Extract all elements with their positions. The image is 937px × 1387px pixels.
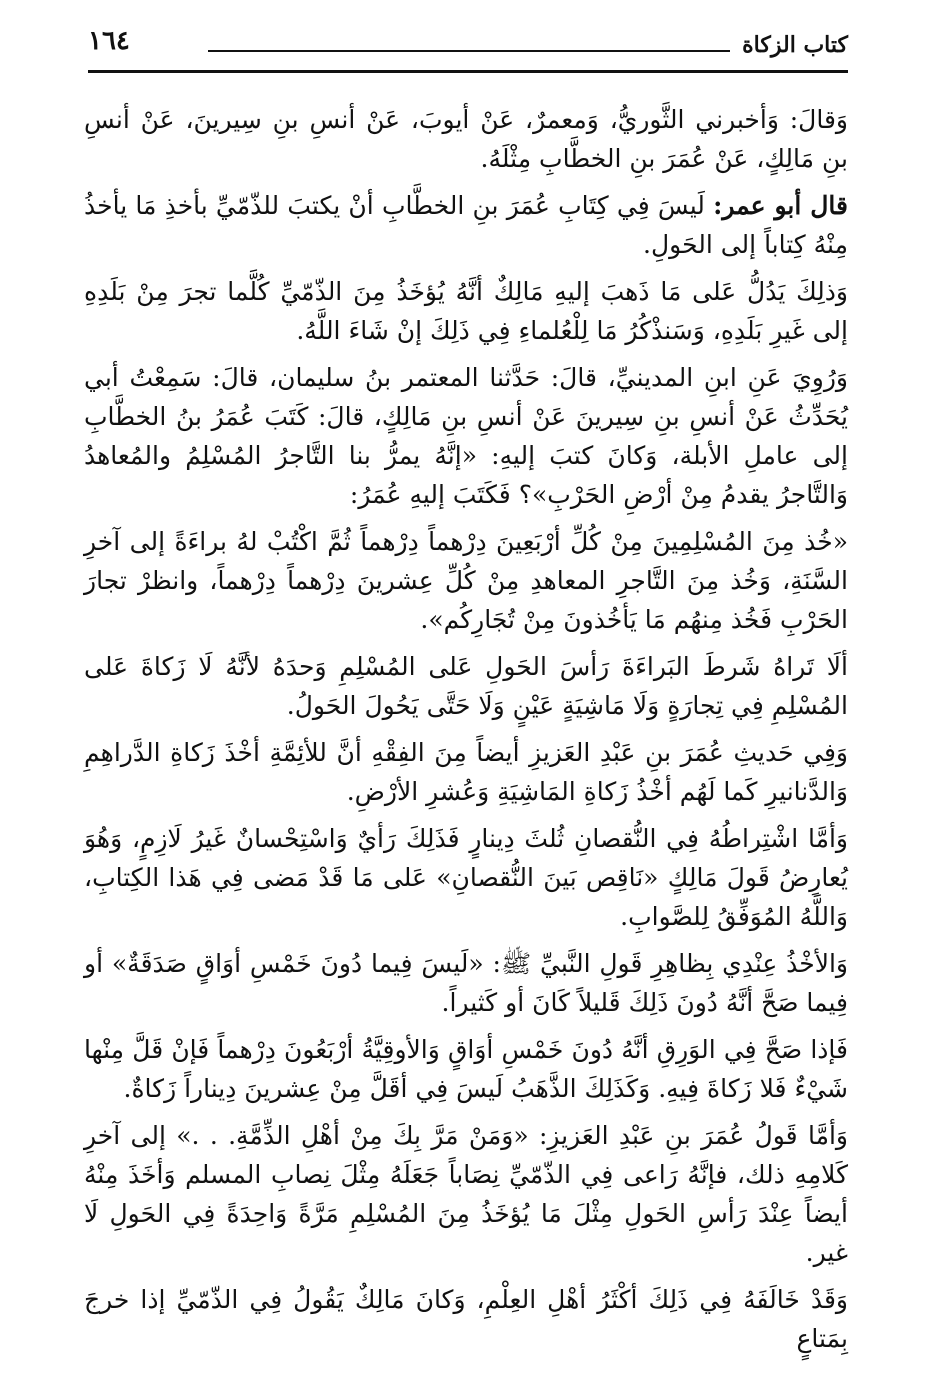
paragraph-text: وَذلِكَ يَدُلُّ عَلى مَا ذَهبَ إليهِ مَالِكٌ أنَّهُ يُؤخَذُ مِنَ الذّمّيِّ كُلَّما تجرَ مِنْ بَلَدِهِ إلى غَيرِ بَلَدِهِ، وَسَنذْكُرُ مَا لِلْعُلماءِ فِي ذَلِكَ إنْ شَاءَ اللَّهُ.: [84, 277, 848, 345]
paragraph: [84, 647, 848, 725]
paragraph: [84, 944, 848, 1022]
paragraph-text: وَأمَّا قَولُ عُمَرَ بنِ عَبْدِ العَزيزِ: «وَمَنْ مَرَّ بِكَ مِنْ أهْلِ الذِّمَّةِ. . .» إلى آخرِ كَلامِهِ ذلك، فإنَّهُ رَاعى فِي الذّمّيِّ نِصَاباً جَعَلَهُ مِثْلَ نِصابِ المسلم وَأخَذَ مِنْهُ أيضاً عِنْدَ رَأسِ الحَولِ مِثْلَ مَا يُؤخَذُ مِنَ المُسْلِمِ مَرَّةً وَاحِدَةً فِي الحَولِ لَا غير.: [84, 1121, 848, 1267]
page-number: ١٦٤: [88, 26, 130, 56]
header-rule: [88, 70, 848, 73]
paragraph-text: وَفِي حَديثِ عُمَرَ بنِ عَبْدِ العَزيزِ أيضاً مِنَ الفِقْهِ أنَّ للأئِمَّةِ أخْذَ زَكاةِ الدَّراهِمِ وَالدَّنانيرِ كَما لَهُم أخْذُ زَكاةِ المَاشِيَةِ وَعُشرِ الأرْضِ.: [84, 738, 848, 806]
body-text: [84, 100, 848, 1366]
paragraph: [84, 100, 848, 178]
paragraph: [84, 522, 848, 639]
paragraph: [84, 186, 848, 264]
paragraph-text: فَإذا صَحَّ فِي الوَرِقِ أنَّهُ دُونَ خَمْسِ أوَاقٍ وَالأوقِيَّةُ أرْبَعُونَ دِرْهماً فَإنْ قَلَّ مِنْها شَيْءٌ فَلا زَكاةَ فِيهِ. وَكَذَلِكَ الذَّهَبُ لَيسَ فِي أقَلَّ مِنْ عِشرينَ دِيناراً زَكاةٌ.: [84, 1035, 848, 1103]
paragraph: [84, 358, 848, 514]
paragraph-text: لَيسَ فِي كِتَابِ عُمَرَ بنِ الخطَّابِ أنْ يكتبَ للذّمّيِّ بأخذِ مَا يأخذُ مِنْهُ كِتاباً إلى الحَولِ.: [84, 191, 848, 259]
paragraph: [84, 733, 848, 811]
paragraph: [84, 819, 848, 936]
paragraph-lead: قال أبو عمر:: [713, 191, 848, 220]
chapter-title: كتاب الزكاة: [742, 32, 848, 58]
paragraph-text: وَأمَّا اشْتِراطُهُ فِي النُّقصانِ ثُلثَ دِينارٍ فَذَلِكَ رَأيٌ وَاسْتِحْسانٌ غَيرُ لَازِمٍ، وَهُوَ يُعارِضُ قَولَ مَالِكٍ «نَاقِص بَينَ النُّقصانِ» عَلى مَا قَدْ مَضى فِي هَذا الكِتابِ، وَاللَّهُ المُوَفِّقُ لِلصَّوابِ.: [84, 824, 848, 931]
paragraph: [84, 272, 848, 350]
paragraph: [84, 1116, 848, 1272]
paragraph-text: «خُذ مِنَ المُسْلِمِينَ مِنْ كُلِّ أرْبَعِينَ دِرْهماً دِرْهماً ثُمَّ اكْتُبْ لهُ براءَةً إلى آخرِ السَّنَةِ، وَخُذ مِنَ التَّاجرِ المعاهدِ مِنْ كُلِّ عِشرينَ دِرْهماً دِرْهماً، وانظرْ تجارَ الحَرْبِ فَخُذ مِنهُم مَا يَأخُذونَ مِنْ تُجَارِكُم».: [84, 527, 848, 634]
paragraph-text: وَقَدْ خَالَفَهُ فِي ذَلِكَ أكْثَرُ أهْلِ العِلْمِ، وَكانَ مَالِكٌ يَقُولُ فِي الذّمّيِّ إذا خرجَ بِمَتاعٍ: [84, 1285, 848, 1353]
paragraph-text: وَقالَ: وَأخبرني الثَّوريُّ، وَمعمرٌ، عَنْ أيوبَ، عَنْ أنسِ بنِ سِيرينَ، عَنْ أنسِ بنِ مَالِكٍ، عَنْ عُمَرَ بنِ الخطَّابِ مِثْلَهُ.: [84, 105, 848, 173]
paragraph: [84, 1030, 848, 1108]
paragraph-text: وَالأخْذُ عِنْدِي بِظاهِرِ قَولِ النَّبيِّ ﷺ: «لَيسَ فِيما دُونَ خَمْسِ أوَاقٍ صَدَقَةٌ» أو فِيما صَحَّ أنَّهُ دُونَ ذَلِكَ قَليلاً كَانَ أو كَثيراً.: [84, 949, 848, 1017]
paragraph: [84, 1280, 848, 1358]
page-header: [88, 26, 848, 72]
header-divider-line: [208, 50, 730, 52]
paragraph-text: وَرُوِيَ عَنِ ابنِ المدينيِّ، قالَ: حَدَّثنا المعتمر بنُ سليمان، قالَ: سَمِعْتُ أبي يُحَدِّثُ عَنْ أنسِ بنِ سِيرينَ عَنْ أنسِ بنِ مَالِكٍ، قالَ: كَتَبَ عُمَرُ بنُ الخطَّابِ إلى عاملِ الأبلة، وَكانَ كتبَ إليهِ: «إنَّهُ يمرُّ بنا التَّاجرُ المُسْلِمُ والمُعاهدُ وَالتَّاجرُ يقدمُ مِنْ أرْضِ الحَرْبِ»؟ فَكَتَبَ إليهِ عُمَرُ:: [84, 363, 848, 509]
paragraph-text: ألَا تَراهُ شَرطَ البَراءَةَ رَأسَ الحَولِ عَلى المُسْلِمِ وَحدَهُ لأنَّهُ لَا زَكاةَ عَلى المُسْلِمِ فِي تِجارَةٍ وَلَا مَاشِيَةٍ عَيْنٍ وَلَا حَتَّى يَحُولَ الحَولُ.: [84, 652, 848, 720]
